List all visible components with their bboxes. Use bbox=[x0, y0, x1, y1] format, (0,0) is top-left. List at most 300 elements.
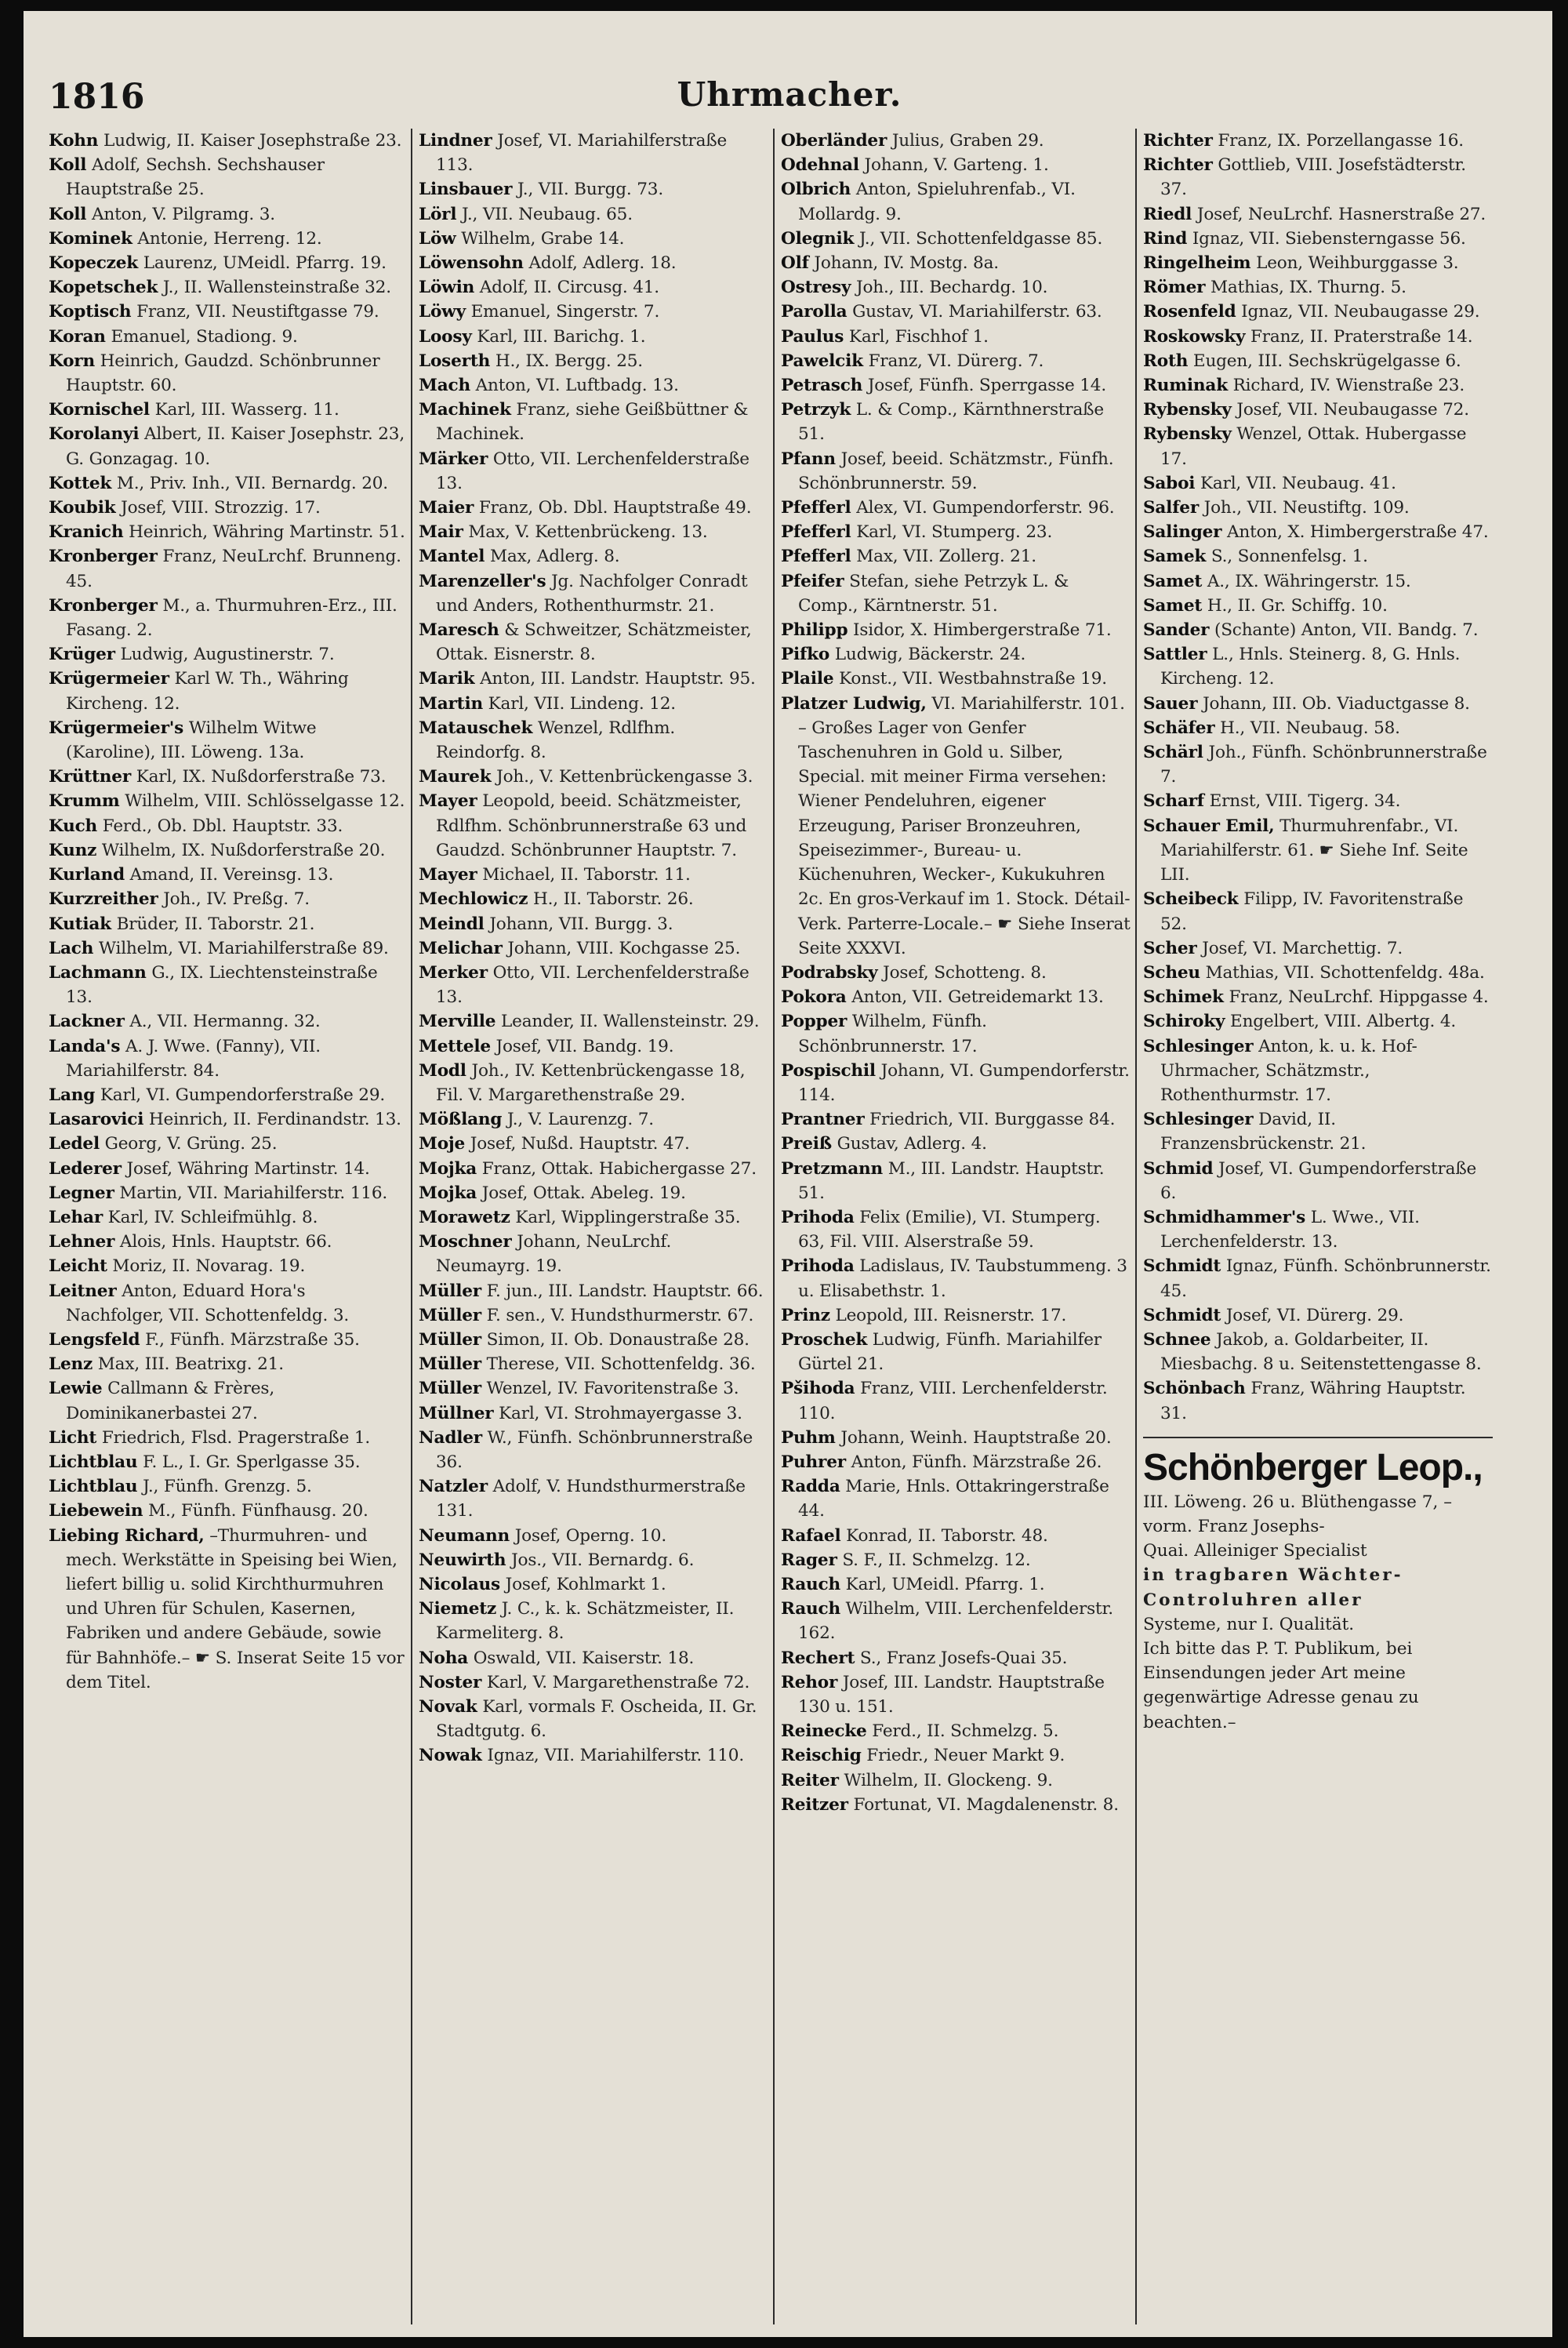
entry-details: Wilhelm, IX. Nußdorferstraße 20. bbox=[101, 840, 386, 860]
entry-details: Josef, Währing Martinstr. 14. bbox=[126, 1158, 370, 1179]
entry-details: Heinrich, Gaudzd. Schönbrunner Hauptstr. 60. bbox=[66, 351, 380, 396]
entry-details: Mathias, IX. Thurng. 5. bbox=[1210, 278, 1406, 298]
page-header bbox=[49, 77, 1530, 124]
directory-entry bbox=[419, 1646, 768, 1670]
entry-details: Ignaz, VII. Siebensterngasse 56. bbox=[1192, 228, 1466, 249]
directory-entry bbox=[781, 642, 1131, 667]
directory-entry bbox=[49, 349, 406, 398]
entry-details: Wilhelm, VIII. Schlösselgasse 12. bbox=[125, 791, 405, 812]
entry-details: Franz, Ottak. Habichergasse 27. bbox=[481, 1158, 757, 1179]
directory-entry bbox=[419, 1279, 768, 1303]
entry-details: Karl, VII. Lindeng. 12. bbox=[488, 693, 676, 714]
entry-details: Josef, Kohlmarkt 1. bbox=[505, 1574, 666, 1594]
directory-entry bbox=[419, 227, 768, 251]
entry-name: Reinecke bbox=[781, 1721, 867, 1742]
directory-entry bbox=[419, 1303, 768, 1328]
entry-name: Natzler bbox=[419, 1477, 488, 1497]
entry-details: Ignaz, VII. Neubaugasse 29. bbox=[1241, 302, 1480, 322]
directory-entry bbox=[419, 887, 768, 911]
entry-name: Samet bbox=[1143, 595, 1203, 616]
entry-details: Anton, VI. Luftbadg. 13. bbox=[475, 376, 679, 396]
advert-line: in tragbaren Wächter- bbox=[1143, 1565, 1403, 1586]
entry-name: Lehar bbox=[49, 1207, 103, 1227]
entry-name: Schäfer bbox=[1143, 718, 1215, 738]
entry-name: Salinger bbox=[1143, 522, 1222, 543]
directory-columns bbox=[49, 129, 1534, 2324]
entry-details: Anton, V. Pilgramg. 3. bbox=[91, 204, 275, 224]
directory-entry bbox=[1143, 227, 1493, 251]
entry-name: Salfer bbox=[1143, 498, 1199, 518]
page-number: 1816 bbox=[49, 77, 145, 117]
entry-details: Karl, VI. Gumpendorferstraße 29. bbox=[100, 1085, 386, 1105]
entry-details: Julius, Graben 29. bbox=[891, 131, 1044, 151]
directory-entry bbox=[419, 1401, 768, 1426]
directory-entry bbox=[781, 544, 1131, 569]
entry-name: Martin bbox=[419, 693, 483, 714]
entry-name: Rybensky bbox=[1143, 424, 1232, 445]
entry-details: Wilhelm, VIII. Lerchenfelderstr. 162. bbox=[798, 1599, 1113, 1644]
entry-name: Koll bbox=[49, 204, 87, 224]
entry-name: Rafael bbox=[781, 1525, 841, 1546]
entry-name: Lewie bbox=[49, 1379, 103, 1399]
entry-name: Loosy bbox=[419, 326, 472, 347]
directory-entry bbox=[49, 887, 406, 911]
entry-details: H., II. Gr. Schiffg. 10. bbox=[1207, 595, 1388, 616]
directory-entry bbox=[1143, 325, 1493, 349]
directory-entry bbox=[419, 325, 768, 349]
entry-name: Krüger bbox=[49, 645, 115, 665]
entry-name: Schlesinger bbox=[1143, 1036, 1254, 1056]
directory-entry bbox=[49, 1181, 406, 1205]
directory-entry bbox=[49, 863, 406, 887]
directory-entry bbox=[1143, 1157, 1493, 1205]
entry-details: F. L., I. Gr. Sperlgasse 35. bbox=[143, 1452, 361, 1472]
entry-name: Leitner bbox=[49, 1281, 117, 1301]
advert-line: Controluhren aller bbox=[1143, 1590, 1363, 1610]
entry-name: Mößlang bbox=[419, 1110, 503, 1130]
directory-entry bbox=[49, 961, 406, 1009]
entry-name: Müller bbox=[419, 1305, 481, 1325]
entry-name: Mojka bbox=[419, 1183, 477, 1203]
entry-name: Prihoda bbox=[781, 1256, 855, 1277]
entry-details: Josef, Schotteng. 8. bbox=[883, 962, 1047, 983]
directory-entry bbox=[781, 1670, 1131, 1719]
directory-entry bbox=[49, 544, 406, 593]
directory-entry bbox=[1143, 887, 1493, 936]
entry-name: Niemetz bbox=[419, 1599, 497, 1619]
directory-entry bbox=[419, 349, 768, 373]
directory-entry bbox=[1143, 1107, 1493, 1156]
directory-entry bbox=[781, 325, 1131, 349]
entry-name: Sauer bbox=[1143, 693, 1198, 714]
entry-name: Merker bbox=[419, 962, 488, 983]
directory-entry bbox=[781, 1157, 1131, 1205]
entry-details: Anton, Spieluhrenfab., VI. Mollardg. 9. bbox=[798, 180, 1076, 224]
directory-entry bbox=[781, 1107, 1131, 1132]
directory-entry bbox=[419, 1474, 768, 1523]
directory-entry bbox=[49, 765, 406, 789]
directory-entry bbox=[49, 275, 406, 300]
directory-entry bbox=[49, 814, 406, 838]
entry-name: Koran bbox=[49, 326, 106, 347]
directory-entry bbox=[419, 1157, 768, 1181]
entry-details: Albert, II. Kaiser Josephstr. 23, G. Gonzagag. 10. bbox=[66, 424, 405, 469]
entry-name: Schärl bbox=[1143, 743, 1203, 763]
entry-name: Samet bbox=[1143, 571, 1203, 591]
entry-details: Alois, Hnls. Hauptstr. 66. bbox=[119, 1232, 332, 1252]
entry-details: Joh., IV. Kettenbrückengasse 18, Fil. V. Margarethenstraße 29. bbox=[436, 1060, 746, 1105]
entry-name: Mayer bbox=[419, 865, 477, 885]
column-1 bbox=[49, 129, 411, 2324]
directory-entry bbox=[1143, 471, 1493, 496]
entry-details: Johann, V. Garteng. 1. bbox=[864, 155, 1049, 176]
directory-entry bbox=[419, 936, 768, 961]
entry-details: Otto, VII. Lerchenfelderstraße 13. bbox=[436, 962, 750, 1008]
directory-entry bbox=[419, 1695, 768, 1743]
entry-details: M., III. Landstr. Hauptstr. 51. bbox=[798, 1158, 1105, 1203]
entry-details: J., VII. Schottenfeldgasse 85. bbox=[859, 228, 1103, 249]
directory-entry bbox=[419, 1743, 768, 1768]
entry-details: Ladislaus, IV. Taubstummeng. 3 u. Elisabethstr. 1. bbox=[798, 1256, 1127, 1301]
entry-name: Oberländer bbox=[781, 131, 887, 151]
entry-name: Podrabsky bbox=[781, 962, 878, 983]
entry-details: J., II. Wallensteinstraße 32. bbox=[162, 278, 391, 298]
entry-details: Leopold, beeid. Schätzmeister, Rdlfhm. Schönbrunnerstraße 63 und Gaudzd. Schönbrunner Hauptstr. 7. bbox=[436, 791, 747, 860]
entry-name: Richter bbox=[1143, 131, 1213, 151]
entry-name: Ringelheim bbox=[1143, 253, 1251, 274]
entry-name: Scher bbox=[1143, 938, 1197, 958]
entry-name: Rauch bbox=[781, 1574, 840, 1594]
entry-details: Adolf, V. Hundsthurmerstraße 131. bbox=[436, 1477, 746, 1521]
entry-details: M., Fünfh. Fünfhausg. 20. bbox=[148, 1501, 368, 1521]
column-3 bbox=[773, 129, 1135, 2324]
entry-details: Karl, IV. Schleifmühlg. 8. bbox=[107, 1207, 318, 1227]
entry-name: Scheu bbox=[1143, 962, 1200, 983]
entry-name: Koll bbox=[49, 155, 87, 176]
directory-entry bbox=[419, 1059, 768, 1107]
entry-details: Heinrich, Währing Martinstr. 51. bbox=[129, 522, 405, 543]
entry-details: J., Fünfh. Grenzg. 5. bbox=[143, 1477, 312, 1497]
directory-entry bbox=[49, 594, 406, 642]
entry-name: Ostresy bbox=[781, 278, 851, 298]
entry-name: Noster bbox=[419, 1672, 482, 1692]
entry-details: Alex, VI. Gumpendorferstr. 96. bbox=[856, 498, 1115, 518]
directory-entry bbox=[781, 618, 1131, 642]
directory-entry bbox=[419, 667, 768, 691]
entry-details: J., V. Laurenzg. 7. bbox=[506, 1110, 654, 1130]
entry-name: Löwensohn bbox=[419, 253, 524, 274]
entry-details: Wenzel, Ottak. Hubergasse 17. bbox=[1160, 424, 1467, 469]
entry-name: Rehor bbox=[781, 1672, 838, 1692]
directory-entry bbox=[1143, 300, 1493, 324]
entry-details: Adolf, II. Circusg. 41. bbox=[479, 278, 659, 298]
entry-details: Jakob, a. Goldarbeiter, II. Miesbachg. 8 u. Seitenstettengasse 8. bbox=[1160, 1329, 1482, 1375]
directory-entry bbox=[781, 251, 1131, 275]
entry-details: Joh., IV. Preßg. 7. bbox=[163, 889, 310, 910]
directory-entry bbox=[781, 153, 1131, 177]
entry-name: Lackner bbox=[49, 1012, 125, 1032]
entry-details: Karl W. Th., Währing Kircheng. 12. bbox=[66, 669, 349, 714]
directory-entry bbox=[49, 1352, 406, 1376]
entry-name: Kornischel bbox=[49, 400, 150, 420]
directory-entry bbox=[49, 936, 406, 961]
entry-details: Karl, V. Margarethenstraße 72. bbox=[486, 1672, 750, 1692]
entry-details: Karl, VII. Neubaug. 41. bbox=[1200, 473, 1396, 493]
entry-name: Prantner bbox=[781, 1110, 865, 1130]
column-4 bbox=[1135, 129, 1497, 2324]
entry-details: J., VII. Burgg. 73. bbox=[517, 180, 663, 200]
entry-details: Max, Adlerg. 8. bbox=[489, 547, 620, 567]
entry-name: Rind bbox=[1143, 228, 1188, 249]
entry-name: Müller bbox=[419, 1354, 481, 1375]
entry-name: Schiroky bbox=[1143, 1012, 1225, 1032]
entry-name: Petrasch bbox=[781, 376, 863, 396]
entry-details: Ludwig, II. Kaiser Josephstraße 23. bbox=[103, 131, 402, 151]
entry-details: F. sen., V. Hundsthurmerstr. 67. bbox=[486, 1305, 754, 1325]
directory-entry bbox=[49, 1230, 406, 1254]
entry-details: Johann, III. Ob. Viaductgasse 8. bbox=[1203, 693, 1470, 714]
entry-details: Ferd., Ob. Dbl. Hauptstr. 33. bbox=[102, 816, 343, 836]
entry-name: Kohn bbox=[49, 131, 99, 151]
entry-details: Josef, VI. Dürerg. 29. bbox=[1225, 1305, 1404, 1325]
directory-entry bbox=[1143, 1205, 1493, 1254]
directory-entry bbox=[781, 227, 1131, 251]
entry-name: Schmidt bbox=[1143, 1305, 1221, 1325]
entry-name: Pfann bbox=[781, 449, 836, 469]
directory-entry bbox=[49, 642, 406, 667]
directory-entry bbox=[49, 1205, 406, 1230]
directory-entry bbox=[781, 300, 1131, 324]
directory-entry bbox=[49, 1132, 406, 1156]
entry-name: Kunz bbox=[49, 840, 97, 860]
entry-name: Rechert bbox=[781, 1648, 855, 1668]
entry-name: Lasarovici bbox=[49, 1110, 144, 1130]
directory-entry bbox=[419, 716, 768, 765]
entry-details: Josef, VI. Gumpendorferstraße 6. bbox=[1160, 1158, 1477, 1203]
entry-name: Lenz bbox=[49, 1354, 93, 1375]
directory-entry bbox=[781, 1132, 1131, 1156]
directory-entry bbox=[419, 1670, 768, 1695]
entry-details: Georg, V. Grüng. 25. bbox=[104, 1134, 278, 1154]
entry-name: Pifko bbox=[781, 645, 830, 665]
entry-details: Wenzel, IV. Favoritenstraße 3. bbox=[486, 1379, 739, 1399]
entry-name: Löwin bbox=[419, 278, 475, 298]
directory-entry bbox=[781, 1548, 1131, 1572]
entry-details: Josef, VII. Neubaugasse 72. bbox=[1236, 400, 1469, 420]
entry-details: L., Hnls. Steinerg. 8, G. Hnls. Kircheng. 12. bbox=[1160, 645, 1461, 689]
entry-details: Felix (Emilie), VI. Stumperg. 63, Fil. VIII. Alserstraße 59. bbox=[798, 1207, 1101, 1252]
entry-name: Löw bbox=[419, 228, 456, 249]
directory-entry bbox=[49, 1426, 406, 1450]
entry-details: G., IX. Liechtensteinstraße 13. bbox=[66, 962, 378, 1008]
directory-entry bbox=[781, 447, 1131, 496]
entry-details: Leander, II. Wallensteinstr. 29. bbox=[501, 1012, 760, 1032]
entry-name: Puhrer bbox=[781, 1452, 846, 1472]
entry-details: Karl, IX. Nußdorferstraße 73. bbox=[136, 767, 387, 787]
entry-name: Schlesinger bbox=[1143, 1110, 1254, 1130]
entry-name: Pokora bbox=[781, 987, 847, 1008]
entry-name: Mair bbox=[419, 522, 463, 543]
entry-details: –Thurmuhren- und mech. Werkstätte in Speising bei Wien, liefert billig u. solid Kirchthurmuhren und Uhren für Schulen, Kasernen, Fabriken und andere Gebäude, sowie für Bahnhöfe.– ☛ S. Inserat Seite 15 vor dem Titel. bbox=[66, 1525, 405, 1692]
entry-details: Leopold, III. Reisnerstr. 17. bbox=[835, 1305, 1067, 1325]
entry-details: L. Wwe., VII. Lerchenfelderstr. 13. bbox=[1160, 1207, 1420, 1252]
entry-name: Linsbauer bbox=[419, 180, 513, 200]
entry-details: Gustav, VI. Mariahilferstr. 63. bbox=[852, 302, 1102, 322]
entry-details: Wilhelm Witwe (Karoline), III. Löweng. 13a. bbox=[66, 718, 317, 763]
entry-name: Schönbach bbox=[1143, 1379, 1246, 1399]
directory-entry bbox=[1143, 1328, 1493, 1376]
directory-entry bbox=[781, 373, 1131, 398]
entry-name: Römer bbox=[1143, 278, 1206, 298]
directory-entry bbox=[419, 1426, 768, 1474]
entry-details: Josef, Operng. 10. bbox=[514, 1525, 666, 1546]
entry-details: Karl, VI. Stumperg. 23. bbox=[856, 522, 1053, 543]
directory-entry bbox=[419, 692, 768, 716]
directory-entry bbox=[49, 129, 406, 153]
entry-details: Ludwig, Augustinerstr. 7. bbox=[120, 645, 335, 665]
entry-name: Petrzyk bbox=[781, 400, 851, 420]
directory-entry bbox=[49, 227, 406, 251]
advert-line: Ich bitte das P. T. Publikum, bei Einsendungen jeder Art meine gegenwärtige Adresse genau zu beachten.– bbox=[1143, 1638, 1419, 1732]
directory-entry bbox=[419, 300, 768, 324]
entry-details: Wilhelm, Grabe 14. bbox=[461, 228, 625, 249]
entry-name: Kottek bbox=[49, 473, 112, 493]
directory-entry bbox=[419, 1572, 768, 1597]
directory-entry bbox=[781, 1009, 1131, 1058]
entry-details: Johann, NeuLrchf. Neumayrg. 19. bbox=[436, 1232, 672, 1277]
entry-details: H., IX. Bergg. 25. bbox=[495, 351, 643, 371]
entry-name: Kutiak bbox=[49, 914, 111, 934]
entry-details: S., Franz Josefs-Quai 35. bbox=[859, 1648, 1068, 1668]
entry-name: Märker bbox=[419, 449, 488, 469]
entry-details: Franz, Währing Hauptstr. 31. bbox=[1160, 1379, 1466, 1423]
directory-entry bbox=[1143, 1303, 1493, 1328]
entry-name: Kurland bbox=[49, 865, 125, 885]
directory-entry bbox=[419, 1352, 768, 1376]
entry-details: Josef, Ottak. Abeleg. 19. bbox=[481, 1183, 686, 1203]
entry-details: Jos., VII. Bernardg. 6. bbox=[511, 1550, 695, 1570]
entry-name: Paulus bbox=[781, 326, 844, 347]
entry-details: A. J. Wwe. (Fanny), VII. Mariahilferstr. 84. bbox=[66, 1036, 321, 1081]
entry-details: Emanuel, Singerstr. 7. bbox=[470, 302, 660, 322]
directory-entry bbox=[781, 275, 1131, 300]
entry-name: Preiß bbox=[781, 1134, 832, 1154]
entry-name: Nicolaus bbox=[419, 1574, 500, 1594]
directory-entry bbox=[49, 1376, 406, 1425]
entry-details: Thurmuhrenfabr., VI. Mariahilferstr. 61. ☛ Siehe Inf. Seite LII. bbox=[1160, 816, 1468, 885]
directory-entry bbox=[781, 1426, 1131, 1450]
entry-name: Olbrich bbox=[781, 180, 851, 200]
entry-name: Sander bbox=[1143, 620, 1210, 641]
entry-name: Schimek bbox=[1143, 987, 1224, 1008]
entry-name: Melichar bbox=[419, 938, 503, 958]
entry-name: Noha bbox=[419, 1648, 469, 1668]
entry-details: Johann, Weinh. Hauptstraße 20. bbox=[840, 1427, 1112, 1448]
entry-details: Adolf, Adlerg. 18. bbox=[528, 253, 677, 274]
directory-entry bbox=[419, 373, 768, 398]
entry-details: M., Priv. Inh., VII. Bernardg. 20. bbox=[116, 473, 388, 493]
directory-entry bbox=[781, 1303, 1131, 1328]
entry-details: Josef, VIII. Strozzig. 17. bbox=[121, 498, 321, 518]
directory-entry bbox=[781, 520, 1131, 544]
entry-name: Schauer Emil, bbox=[1143, 816, 1275, 836]
directory-entry bbox=[419, 912, 768, 936]
entry-details: Heinrich, II. Ferdinandstr. 13. bbox=[148, 1110, 401, 1130]
entry-details: Ludwig, Fünfh. Mariahilfer Gürtel 21. bbox=[798, 1329, 1102, 1375]
entry-details: Richard, IV. Wienstraße 23. bbox=[1232, 376, 1465, 396]
directory-entry bbox=[1143, 129, 1493, 153]
directory-entry bbox=[419, 1597, 768, 1645]
entry-details: Laurenz, UMeidl. Pfarrg. 19. bbox=[143, 253, 387, 274]
entry-name: Licht bbox=[49, 1427, 97, 1448]
directory-entry bbox=[49, 398, 406, 422]
entry-details: Mathias, VII. Schottenfeldg. 48a. bbox=[1205, 962, 1485, 983]
directory-entry bbox=[781, 1254, 1131, 1303]
entry-name: Saboi bbox=[1143, 473, 1196, 493]
directory-entry bbox=[419, 544, 768, 569]
entry-details: Franz, NeuLrchf. Hippgasse 4. bbox=[1229, 987, 1489, 1008]
entry-name: Lederer bbox=[49, 1158, 122, 1179]
entry-details: Franz, siehe Geißbüttner & Machinek. bbox=[436, 400, 749, 445]
entry-name: Löwy bbox=[419, 302, 466, 322]
entry-name: Pfeifer bbox=[781, 571, 844, 591]
entry-name: Popper bbox=[781, 1012, 848, 1032]
directory-entry bbox=[781, 985, 1131, 1009]
entry-details: VI. Mariahilferstr. 101. – Großes Lager von Genfer Taschenuhren in Gold u. Silber, Special. mit meiner Firma versehen: Wiener Pendeluhren, eigener Erzeugung, Pariser Bronzeuhren, Speisezimmer-, Bureau- u. Küchenuhren, Wecker-, Kukukuhren 2c. En gros-Verkauf im 1. Stock. Détail-Verk. Parterre-Locale.– ☛ Siehe Inserat Seite XXXVI. bbox=[798, 693, 1131, 958]
entry-name: Legner bbox=[49, 1183, 114, 1203]
entry-details: Gottlieb, VIII. Josefstädterstr. 37. bbox=[1160, 155, 1466, 200]
entry-name: Moje bbox=[419, 1134, 466, 1154]
entry-details: Karl, Fischhof 1. bbox=[848, 326, 989, 347]
entry-name: Kuch bbox=[49, 816, 98, 836]
entry-details: Callmann & Frères, Dominikanerbastei 27. bbox=[66, 1379, 274, 1423]
directory-entry bbox=[419, 789, 768, 863]
directory-entry bbox=[49, 1157, 406, 1181]
directory-entry bbox=[419, 398, 768, 446]
directory-entry bbox=[1143, 1034, 1493, 1108]
entry-details: Marie, Hnls. Ottakringerstraße 44. bbox=[798, 1477, 1109, 1521]
entry-name: Machinek bbox=[419, 400, 511, 420]
entry-details: Martin, VII. Mariahilferstr. 116. bbox=[119, 1183, 388, 1203]
directory-entry bbox=[1143, 642, 1493, 691]
entry-name: Pospischil bbox=[781, 1060, 876, 1081]
entry-details: Josef, VII. Bandg. 19. bbox=[495, 1036, 674, 1056]
entry-name: Maier bbox=[419, 498, 474, 518]
entry-details: Leon, Weihburggasse 3. bbox=[1256, 253, 1459, 274]
entry-details: Josef, Fünfh. Sperrgasse 14. bbox=[867, 376, 1107, 396]
entry-details: Eugen, III. Sechskrügelgasse 6. bbox=[1192, 351, 1461, 371]
entry-details: Ludwig, Bäckerstr. 24. bbox=[834, 645, 1026, 665]
directory-entry bbox=[419, 569, 768, 618]
entry-name: Marik bbox=[419, 669, 475, 689]
entry-details: Simon, II. Ob. Donaustraße 28. bbox=[486, 1329, 750, 1350]
entry-name: Lichtblau bbox=[49, 1477, 138, 1497]
entry-name: Olegnik bbox=[781, 228, 855, 249]
entry-details: Emanuel, Stadiong. 9. bbox=[111, 326, 298, 347]
entry-details: Wilhelm, VI. Mariahilferstraße 89. bbox=[98, 938, 389, 958]
entry-details: W., Fünfh. Schönbrunnerstraße 36. bbox=[436, 1427, 753, 1472]
running-title: Uhrmacher. bbox=[677, 75, 902, 114]
entry-details: Anton, III. Landstr. Hauptstr. 95. bbox=[480, 669, 756, 689]
entry-details: Josef, VI. Mariahilferstraße 113. bbox=[436, 131, 728, 176]
directory-entry bbox=[781, 398, 1131, 446]
directory-entry bbox=[1143, 789, 1493, 813]
entry-details: Konst., VII. Westbahnstraße 19. bbox=[839, 669, 1107, 689]
directory-entry bbox=[781, 1059, 1131, 1107]
entry-name: Schnee bbox=[1143, 1329, 1211, 1350]
entry-details: Johann, VIII. Kochgasse 25. bbox=[507, 938, 741, 958]
directory-entry bbox=[49, 1450, 406, 1474]
